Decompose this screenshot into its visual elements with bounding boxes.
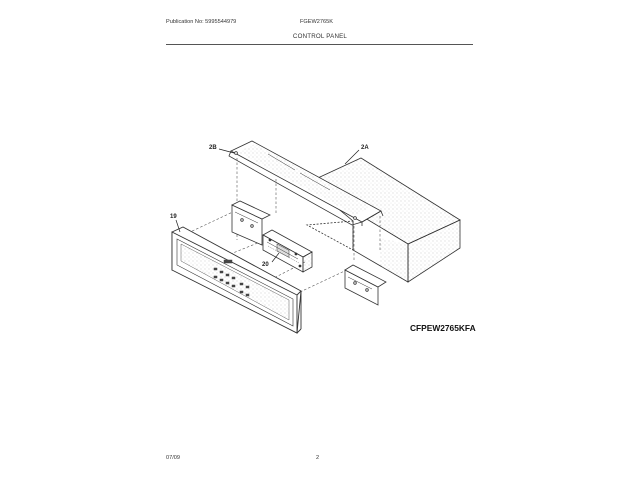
right-bracket	[345, 265, 386, 305]
section-title: CONTROL PANEL	[292, 33, 348, 40]
publication-number: Publication No: 5995544979	[166, 19, 237, 25]
footer-date: 07/09	[166, 455, 180, 461]
page-number: 2	[316, 455, 320, 461]
control-board	[263, 230, 312, 272]
callout-19: 19	[170, 214, 177, 220]
main-housing	[307, 158, 460, 282]
callout-20: 20	[262, 262, 269, 268]
model-number: FGEW2765K	[300, 19, 333, 25]
callout-2a: 2A	[361, 145, 369, 151]
callout-2b: 2B	[209, 145, 217, 151]
figure-code: CFPEW2765KFA	[410, 323, 476, 333]
